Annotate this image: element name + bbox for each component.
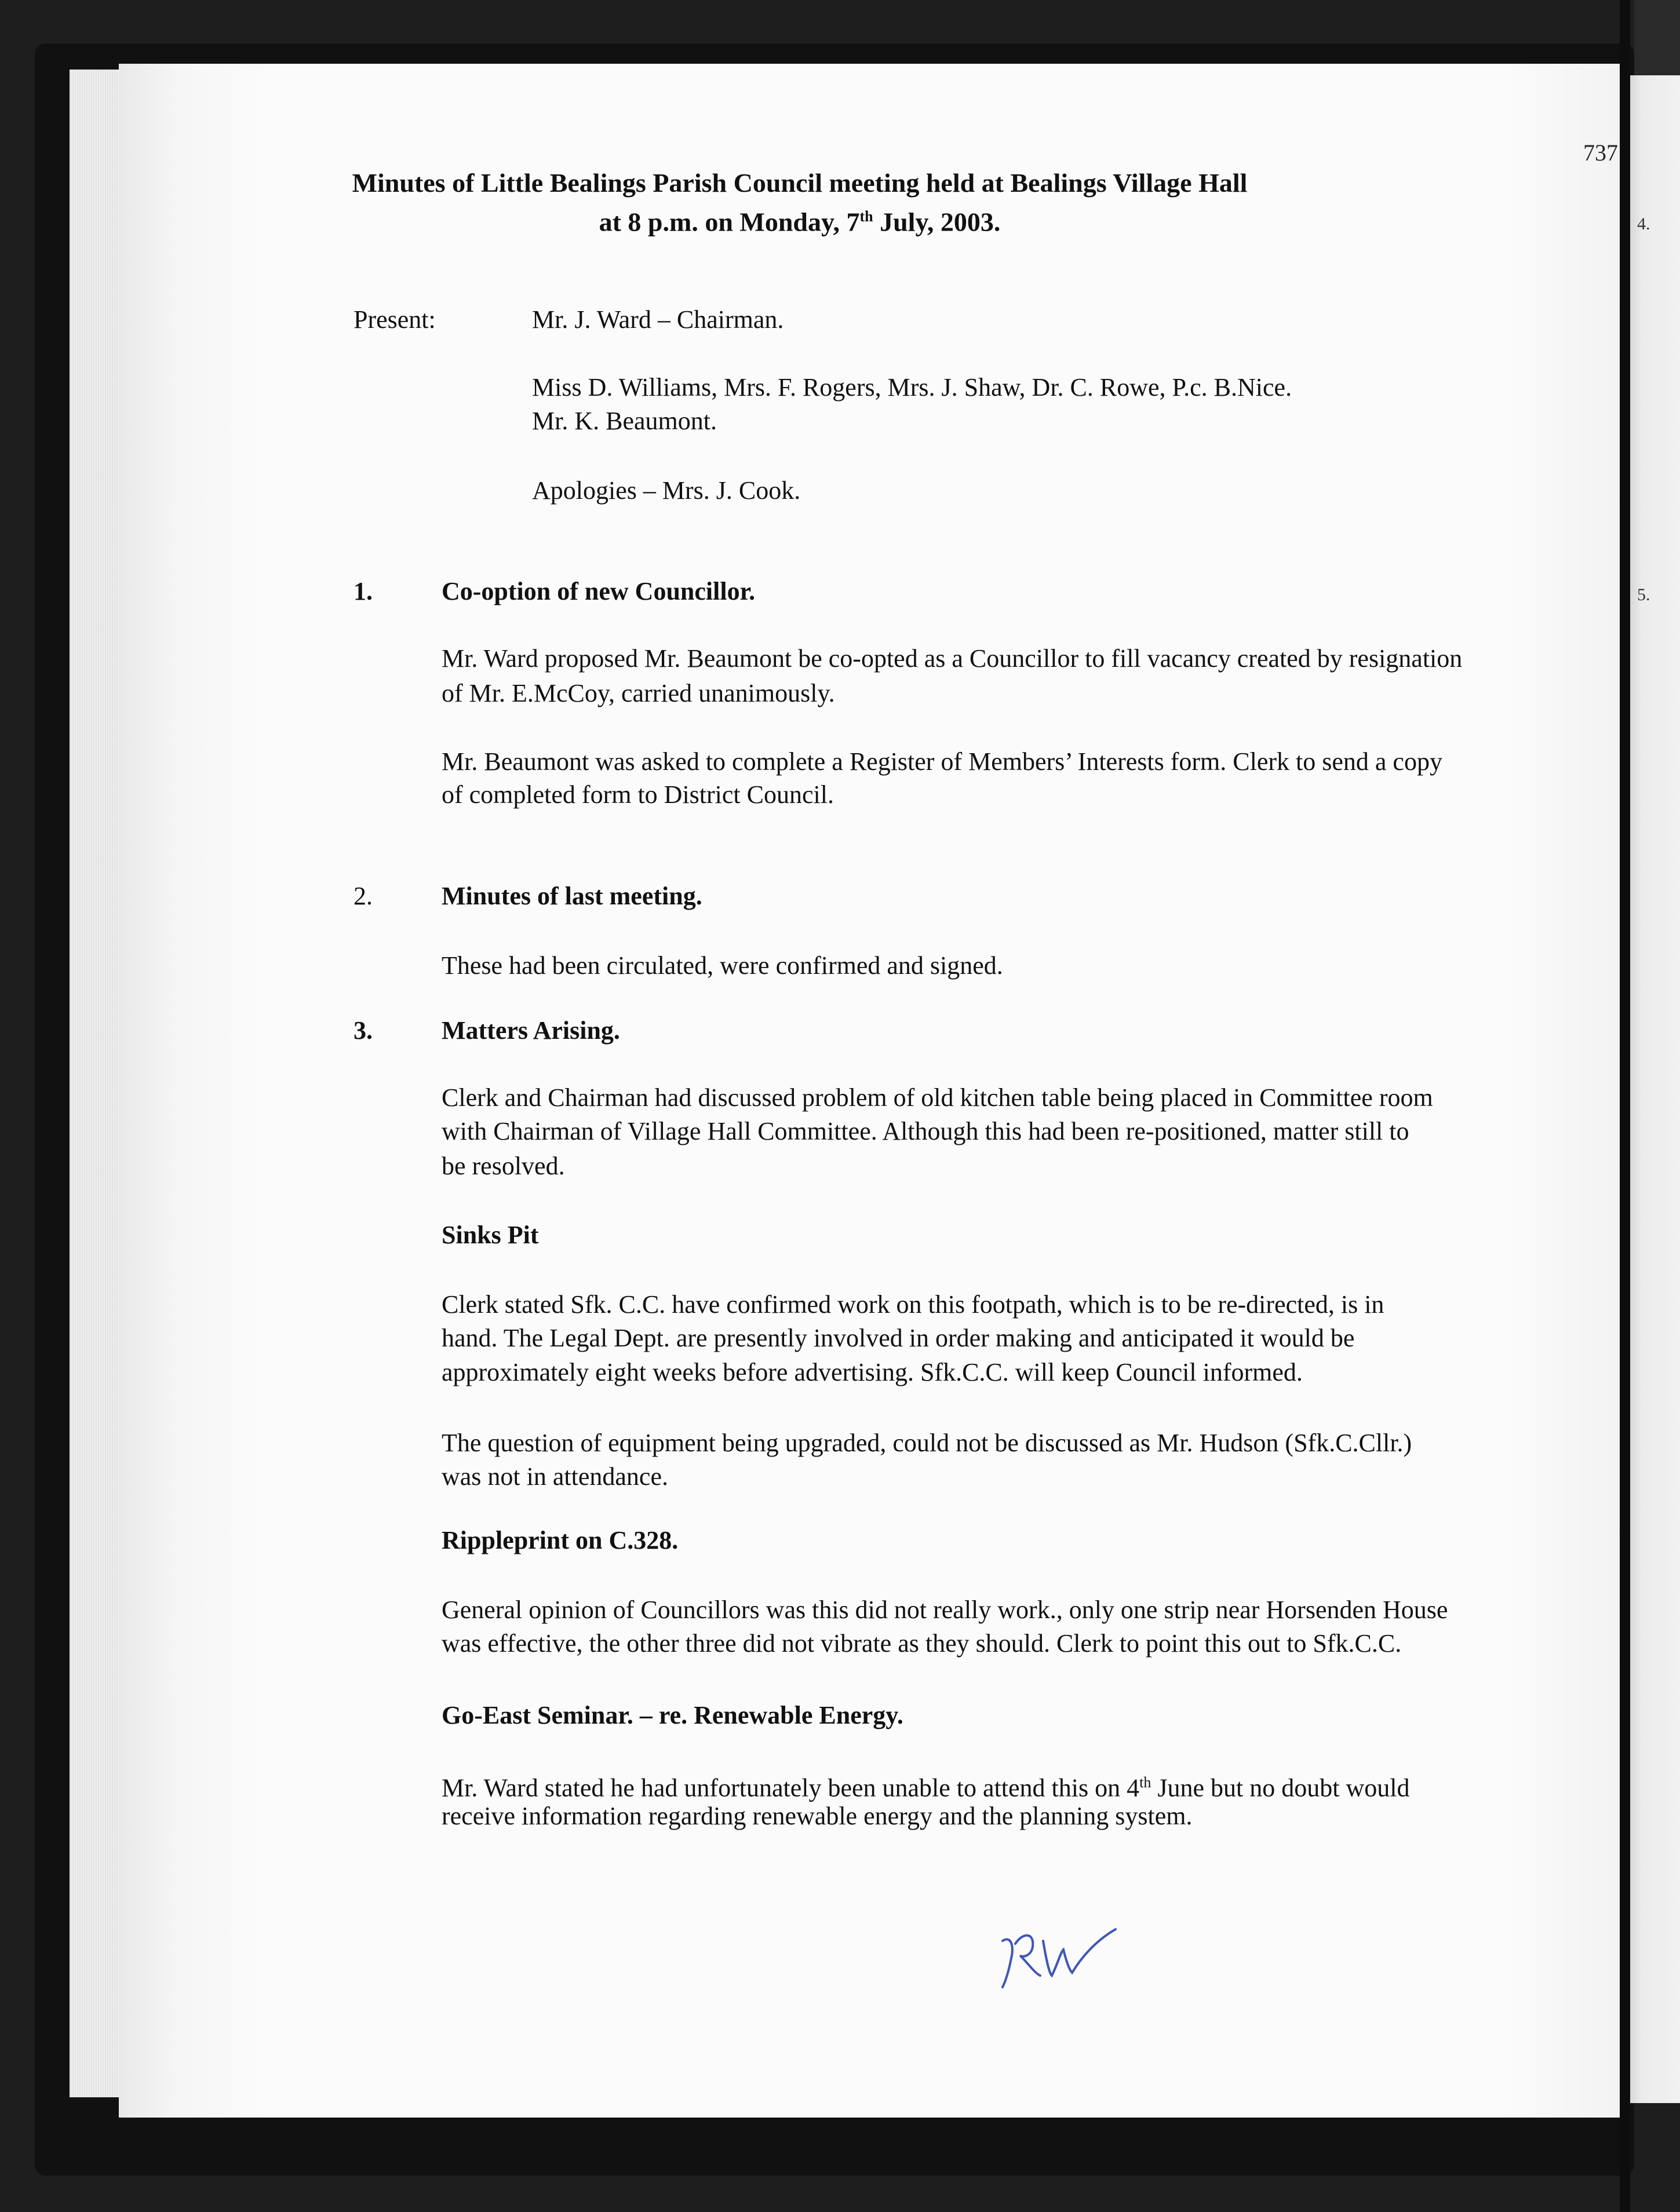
item-2-number: 2. [354, 882, 373, 910]
go-east-heading: Go-East Seminar. – re. Renewable Energy. [442, 1701, 903, 1729]
item-2-para1: These had been circulated, were confirmed and signed. [442, 951, 1003, 980]
present-label: Present: [354, 305, 436, 334]
margin-number-5: 5. [1637, 585, 1650, 604]
sinks-pit-p2-line2: was not in attendance. [442, 1462, 668, 1491]
item-1-para1-line2: of Mr. E.McCoy, carried unanimously. [442, 679, 835, 707]
go-east-p1-line2: receive information regarding renewable energy and the planning system. [442, 1802, 1193, 1830]
sinks-pit-p1-line1: Clerk stated Sfk. C.C. have confirmed work on this footpath, which is to be re-directed, is in [442, 1290, 1384, 1319]
item-3-para1-line2: with Chairman of Village Hall Committee. Although this had been re-positioned, matter still to [442, 1117, 1409, 1145]
item-1-para2-line2: of completed form to District Council. [442, 780, 834, 809]
item-3-para1-line3: be resolved. [442, 1152, 565, 1180]
item-3-heading: Matters Arising. [442, 1016, 620, 1045]
go-east-p1-line1: Mr. Ward stated he had unfortunately been unable to attend this on 4th June but no doubt would [442, 1773, 1410, 1802]
members-line2: Mr. K. Beaumont. [532, 407, 717, 435]
handwritten-signature-initials [979, 1918, 1130, 1999]
margin-number-4: 4. [1637, 214, 1650, 233]
facing-page-corner [1634, 0, 1680, 75]
item-1-para2-line1: Mr. Beaumont was asked to complete a Register of Members’ Interests form. Clerk to send a copy [442, 747, 1442, 776]
page-number: 737 [1583, 140, 1618, 166]
sinks-pit-p1-line3: approximately eight weeks before advertising. Sfk.C.C. will keep Council informed. [442, 1358, 1303, 1386]
rippleprint-p1-line1: General opinion of Councillors was this did not really work., only one strip near Horsenden House [442, 1596, 1448, 1624]
minutes-title-line1: Minutes of Little Bealings Parish Council meeting held at Bealings Village Hall [352, 168, 1248, 198]
members-line1: Miss D. Williams, Mrs. F. Rogers, Mrs. J. Shaw, Dr. C. Rowe, P.c. B.Nice. [532, 373, 1292, 401]
book-spine [1620, 0, 1630, 2212]
item-1-number: 1. [354, 577, 373, 605]
facing-page-edge [1626, 75, 1680, 2103]
item-2-heading: Minutes of last meeting. [442, 882, 702, 910]
item-1-para1-line1: Mr. Ward proposed Mr. Beaumont be co-opted as a Councillor to fill vacancy created by resignation [442, 644, 1463, 673]
sinks-pit-p1-line2: hand. The Legal Dept. are presently involved in order making and anticipated it would be [442, 1324, 1355, 1352]
rippleprint-p1-line2: was effective, the other three did not vibrate as they should. Clerk to point this out to Sfk.C.C. [442, 1629, 1402, 1658]
item-3-para1-line1: Clerk and Chairman had discussed problem of old kitchen table being placed in Committee room [442, 1083, 1433, 1112]
minutes-title-line2: at 8 p.m. on Monday, 7th July, 2003. [599, 207, 1001, 237]
sinks-pit-p2-line1: The question of equipment being upgraded, could not be discussed as Mr. Hudson (Sfk.C.Cllr.) [442, 1429, 1412, 1457]
item-3-number: 3. [354, 1016, 373, 1045]
rippleprint-heading: Rippleprint on C.328. [442, 1526, 679, 1554]
sinks-pit-heading: Sinks Pit [442, 1221, 539, 1249]
item-1-heading: Co-option of new Councillor. [442, 577, 756, 605]
apologies-line: Apologies – Mrs. J. Cook. [532, 476, 801, 505]
chairman-line: Mr. J. Ward – Chairman. [532, 305, 784, 334]
